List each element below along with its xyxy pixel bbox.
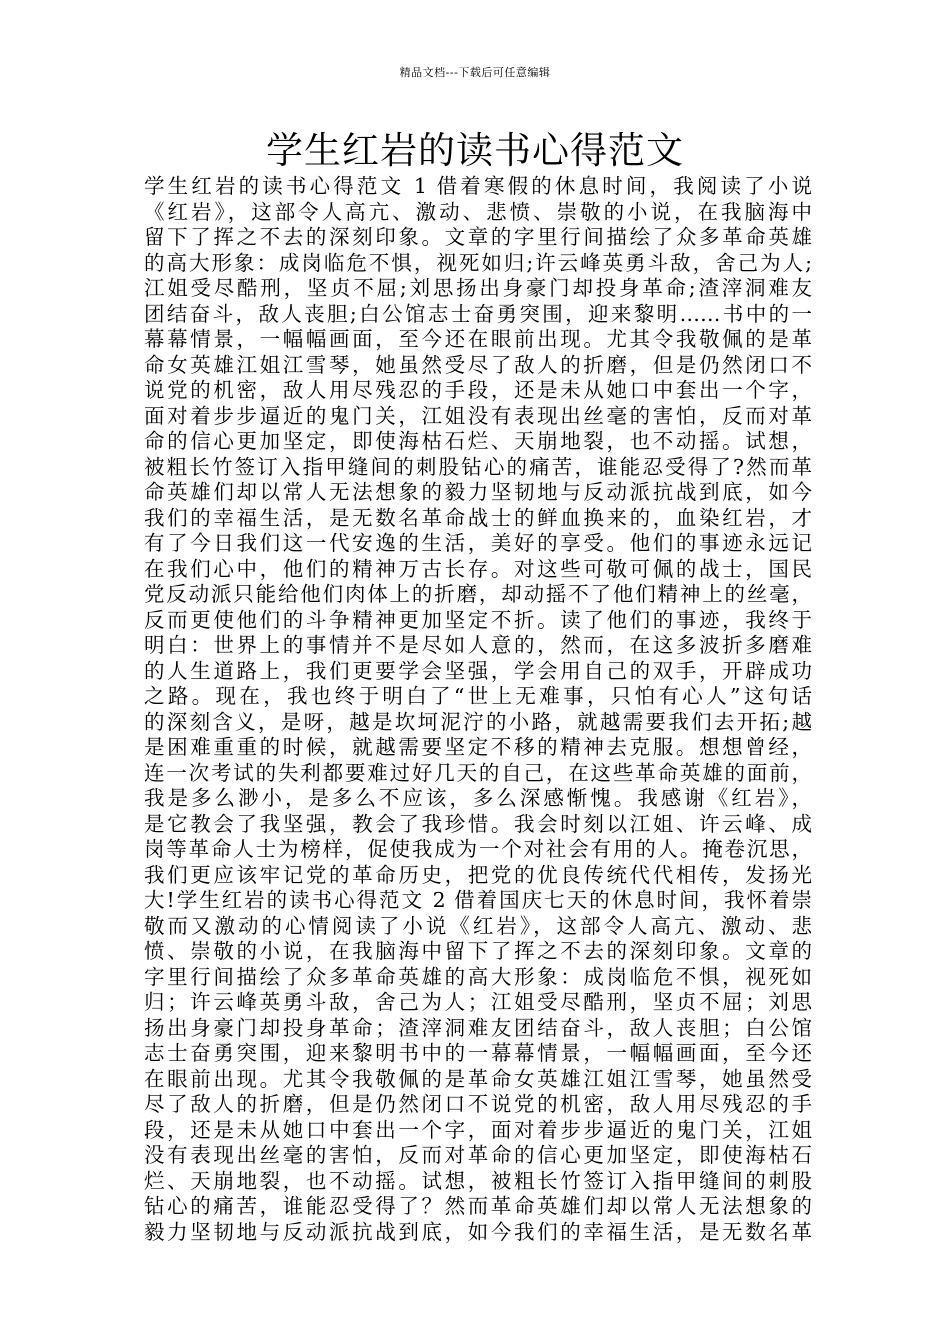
body-text-line: 学生红岩的读书心得范文 1 借着寒假的休息时间，我阅读了小说 [144, 174, 812, 198]
body-text-line: 幕幕情景，一幅幅画面，至今还在眼前出现。尤其令我敬佩的是革 [144, 327, 812, 351]
body-text-line: 敬而又激动的心情阅读了小说《红岩》，这部令人高亢、激动、悲 [144, 913, 812, 938]
body-text-line: 反而更使他们的斗争精神更加坚定不折。读了他们的事迹，我终于 [144, 607, 812, 632]
body-text-line: 命的信心更加坚定，即使海枯石烂、天崩地裂，也不动摇。试想， [144, 429, 812, 453]
body-text-line: 没有表现出丝毫的害怕，反而对革命的信心更加坚定，即使海枯石 [144, 1143, 812, 1167]
page-header-note: 精品文档---下载后可任意编辑 [399, 66, 551, 79]
body-text-line: 命女英雄江姐江雪琴，她虽然受尽了敌人的折磨，但是仍然闭口不 [144, 352, 812, 377]
body-text-line: 留下了挥之不去的深刻印象。文章的字里行间描绘了众多革命英雄 [144, 225, 812, 249]
body-text-line: 我们更应该牢记党的革命历史，把党的优良传统代代相传，发扬光 [144, 862, 812, 887]
body-text-line: 烂、天崩地裂，也不动摇。试想，被粗长竹签订入指甲缝间的刺股 [144, 1168, 812, 1193]
body-text-line: 在我们心中，他们的精神万古长存。对这些可敬可佩的战士，国民 [144, 556, 812, 581]
document-body [144, 174, 812, 1245]
body-text-line: 大!学生红岩的读书心得范文 2 借着国庆七天的休息时间，我怀着崇 [144, 888, 812, 912]
body-text-line: 字里行间描绘了众多革命英雄的高大形象：成岗临危不惧，视死如 [144, 964, 812, 989]
body-text-line: 面对着步步逼近的鬼门关，江姐没有表现出丝毫的害怕，反而对革 [144, 403, 812, 428]
body-text-line: 明白：世界上的事情并不是尽如人意的，然而，在这多波折多磨难 [144, 633, 812, 657]
body-text-line: 之路。现在，我也终于明白了“世上无难事，只怕有心人”这句话 [144, 684, 812, 708]
body-text-line: 的人生道路上，我们更要学会坚强，学会用自己的双手，开辟成功 [144, 658, 812, 683]
body-text-line: 连一次考试的失利都要难过好几天的自己，在这些革命英雄的面前， [144, 760, 812, 785]
body-text-line: 有了今日我们这一代安逸的生活，美好的享受。他们的事迹永远记 [144, 531, 812, 555]
body-text-line: 愤、崇敬的小说，在我脑海中留下了挥之不去的深刻印象。文章的 [144, 939, 812, 963]
body-text-line: 是它教会了我坚强，教会了我珍惜。我会时刻以江姐、许云峰、成 [144, 811, 812, 836]
body-text-line: 的高大形象：成岗临危不惧，视死如归;许云峰英勇斗敌，舍己为人; [144, 250, 812, 275]
body-text-line: 段，还是未从她口中套出一个字，面对着步步逼近的鬼门关，江姐 [144, 1117, 812, 1142]
body-text-line: 命英雄们却以常人无法想象的毅力坚韧地与反动派抗战到底，如今 [144, 480, 812, 504]
body-text-line: 钻心的痛苦，谁能忍受得了？然而革命英雄们却以常人无法想象的 [144, 1194, 812, 1218]
document-title: 学生红岩的读书心得范文 [266, 129, 684, 172]
body-text-line: 岗等革命人士为榜样，促使我成为一个对社会有用的人。掩卷沉思， [144, 837, 812, 861]
body-text-line: 被粗长竹签订入指甲缝间的刺股钻心的痛苦，谁能忍受得了?然而革 [144, 454, 812, 479]
body-text-line: 说党的机密，敌人用尽残忍的手段，还是未从她口中套出一个字， [144, 378, 812, 402]
body-text-line: 毅力坚韧地与反动派抗战到底，如今我们的幸福生活，是无数名革 [144, 1219, 812, 1244]
body-text-line: 志士奋勇突围，迎来黎明书中的一幕幕情景，一幅幅画面，至今还 [144, 1041, 812, 1065]
body-text-line: 我是多么渺小，是多么不应该，多么深感惭愧。我感谢《红岩》， [144, 786, 812, 810]
body-text-line: 的深刻含义，是呀，越是坎坷泥泞的小路，就越需要我们去开拓;越 [144, 709, 812, 734]
body-text-line: 党反动派只能给他们肉体上的折磨，却动摇不了他们精神上的丝毫， [144, 582, 812, 606]
body-text-line: 是困难重重的时候，就越需要坚定不移的精神去克服。想想曾经， [144, 735, 812, 759]
body-text-line: 扬出身豪门却投身革命；渣滓洞难友团结奋斗，敌人丧胆；白公馆 [144, 1015, 812, 1040]
body-text-line: 团结奋斗，敌人丧胆;白公馆志士奋勇突围，迎来黎明……书中的一 [144, 301, 812, 326]
body-text-line: 江姐受尽酷刑，坚贞不屈;刘思扬出身豪门却投身革命;渣滓洞难友 [144, 276, 812, 300]
body-text-line: 我们的幸福生活，是无数名革命战士的鲜血换来的，血染红岩，才 [144, 505, 812, 530]
body-text-line: 尽了敌人的折磨，但是仍然闭口不说党的机密，敌人用尽残忍的手 [144, 1092, 812, 1116]
body-text-line: 在眼前出现。尤其令我敬佩的是革命女英雄江姐江雪琴，她虽然受 [144, 1066, 812, 1091]
body-text-line: 《红岩》，这部令人高亢、激动、悲愤、崇敬的小说，在我脑海中 [144, 199, 812, 224]
body-text-line: 归；许云峰英勇斗敌，舍己为人；江姐受尽酷刑，坚贞不屈；刘思 [144, 990, 812, 1014]
